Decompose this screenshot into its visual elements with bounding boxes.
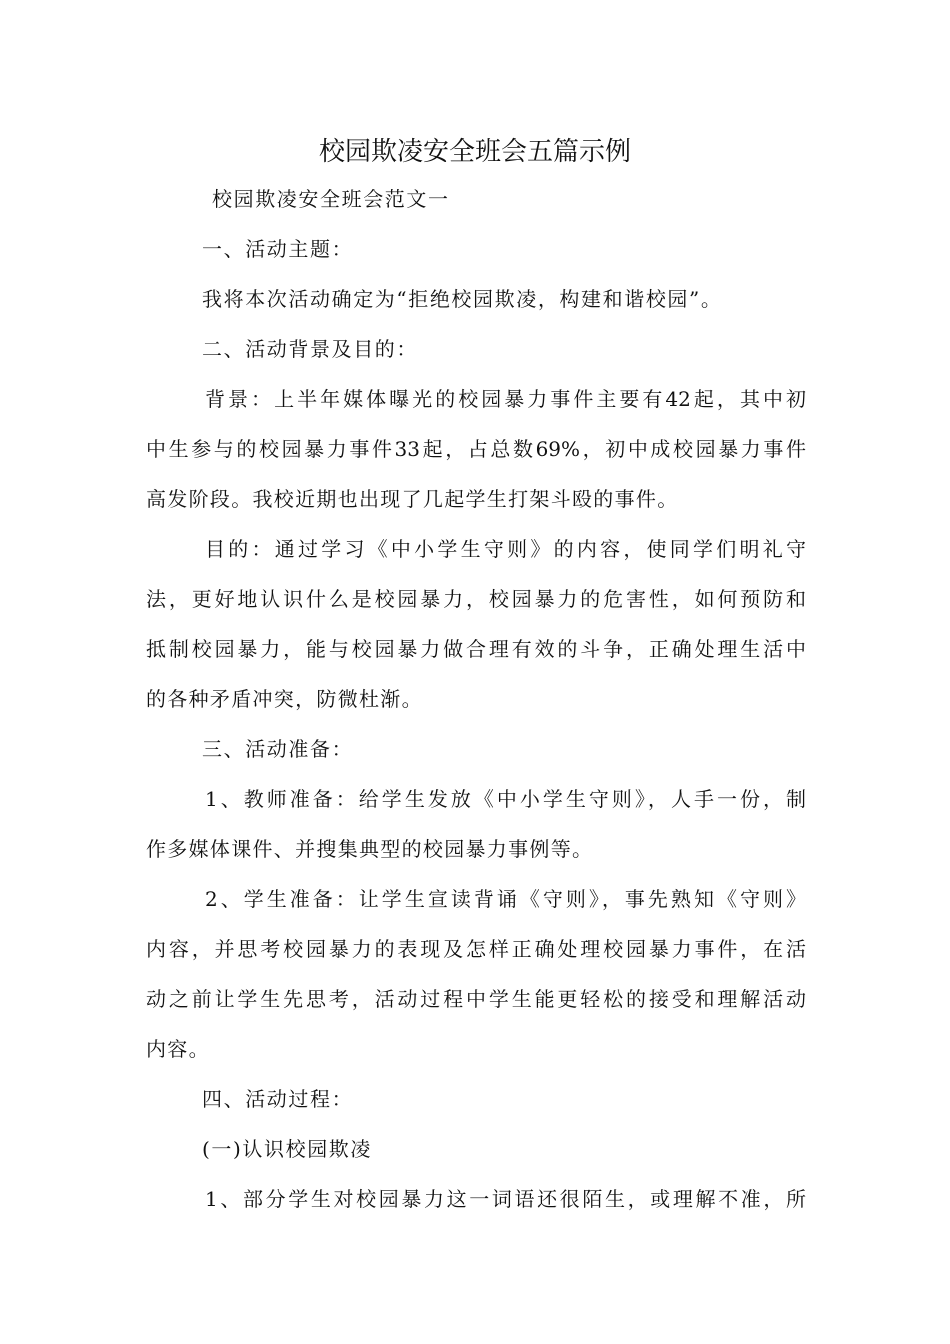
paragraph-background-line-2: 中生参与的校园暴力事件33起，占总数69%，初中成校园暴力事件: [146, 437, 806, 461]
paragraph-purpose-line-4: 的各种矛盾冲突，防微杜渐。: [146, 687, 423, 711]
paragraph-student-prep-line-1: 2、学生准备：让学生宣读背诵《守则》，事先熟知《守则》: [205, 887, 806, 911]
heading-activity-process: 四、活动过程：: [202, 1087, 354, 1111]
paragraph-process-line-1: 1、部分学生对校园暴力这一词语还很陌生，或理解不准，所: [205, 1187, 806, 1211]
heading-activity-preparation: 三、活动准备：: [202, 737, 354, 761]
paragraph-background-line-3: 高发阶段。我校近期也出现了几起学生打架斗殴的事件。: [146, 487, 679, 511]
paragraph-purpose-line-1: 目的：通过学习《中小学生守则》的内容，使同学们明礼守: [205, 537, 806, 561]
subheading-understand-bullying: (一)认识校园欺凌: [202, 1137, 373, 1161]
paragraph-teacher-prep-line-1: 1、教师准备：给学生发放《中小学生守则》，人手一份，制: [205, 787, 806, 811]
section-subtitle: 校园欺凌安全班会范文一: [212, 187, 450, 211]
paragraph-theme: 我将本次活动确定为“拒绝校园欺凌，构建和谐校园”。: [202, 287, 723, 311]
paragraph-background-line-1: 背景：上半年媒体曝光的校园暴力事件主要有42起，其中初: [205, 387, 806, 411]
document-title: 校园欺凌安全班会五篇示例: [318, 137, 631, 167]
paragraph-purpose-line-2: 法，更好地认识什么是校园暴力，校园暴力的危害性，如何预防和: [146, 587, 806, 611]
heading-activity-theme: 一、活动主题：: [202, 237, 354, 261]
paragraph-student-prep-line-3: 动之前让学生先思考，活动过程中学生能更轻松的接受和理解活动: [146, 987, 806, 1011]
paragraph-student-prep-line-4: 内容。: [146, 1037, 210, 1061]
paragraph-teacher-prep-line-2: 作多媒体课件、并搜集典型的校园暴力事例等。: [146, 837, 594, 861]
heading-background-purpose: 二、活动背景及目的：: [202, 337, 418, 361]
paragraph-student-prep-line-2: 内容，并思考校园暴力的表现及怎样正确处理校园暴力事件，在活: [146, 937, 806, 961]
paragraph-purpose-line-3: 抵制校园暴力，能与校园暴力做合理有效的斗争，正确处理生活中: [146, 637, 806, 661]
